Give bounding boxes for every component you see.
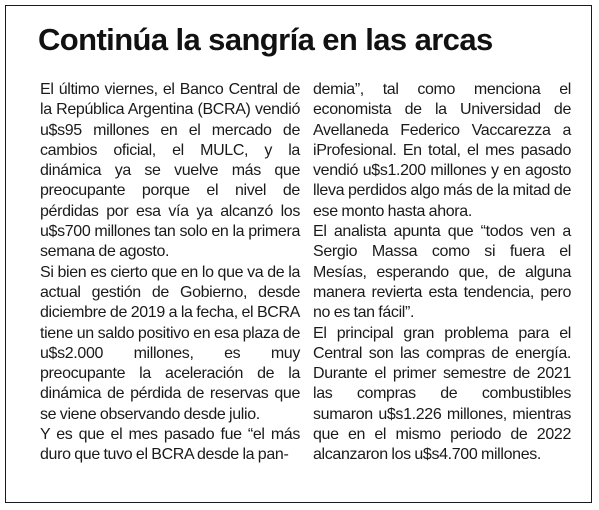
right-column xyxy=(313,80,571,466)
headline: Continúa la sangría en las arcas xyxy=(38,22,493,57)
paragraph: El principal gran problema para el Central son las compras de energía. Durante el primer semestre de 2021 las compras de combustibles sumaron u$s1.226 millones, mientras que en el mismo periodo de 2022 alcanzaron los u$s4.700 millones. xyxy=(313,324,571,464)
paragraph: demia”, tal como menciona el economista de la Universidad de Avellaneda Federico Vaccarezza a iProfesional. En total, el mes pasado vendió u$s1.200 millones y en agosto lleva perdidos algo más de la mitad de ese monto hasta ahora. xyxy=(313,81,571,220)
paragraph: El analista apunta que “todos ven a Sergio Massa como si fuera el Mesías, esperando que, de alguna manera revierta esta tendencia, pero no es tan fácil”. xyxy=(313,223,571,322)
paragraph: Y es que el mes pasado fue “el más duro que tuvo el BCRA desde la pan- xyxy=(40,426,300,464)
paragraph: Si bien es cierto que en lo que va de la actual gestión de Gobierno, desde diciembre de 2019 a la fecha, el BCRA tiene un saldo positivo en esa plaza de u$s2.000 millones, es muy preocupante la aceleración de la dinámica de pérdida de reservas que se viene observando desde julio. xyxy=(40,263,300,423)
left-column xyxy=(40,80,300,466)
paragraph: El último viernes, el Banco Central de la República Argentina (BCRA) vendió u$s95 millones en el mercado de cambios oficial, el MULC, y la dinámica ya se vuelve más que preocupante porque el nivel de pérdidas por esa vía ya alcanzó los u$s700 millones tan solo en la primera semana de agosto. xyxy=(40,81,300,261)
